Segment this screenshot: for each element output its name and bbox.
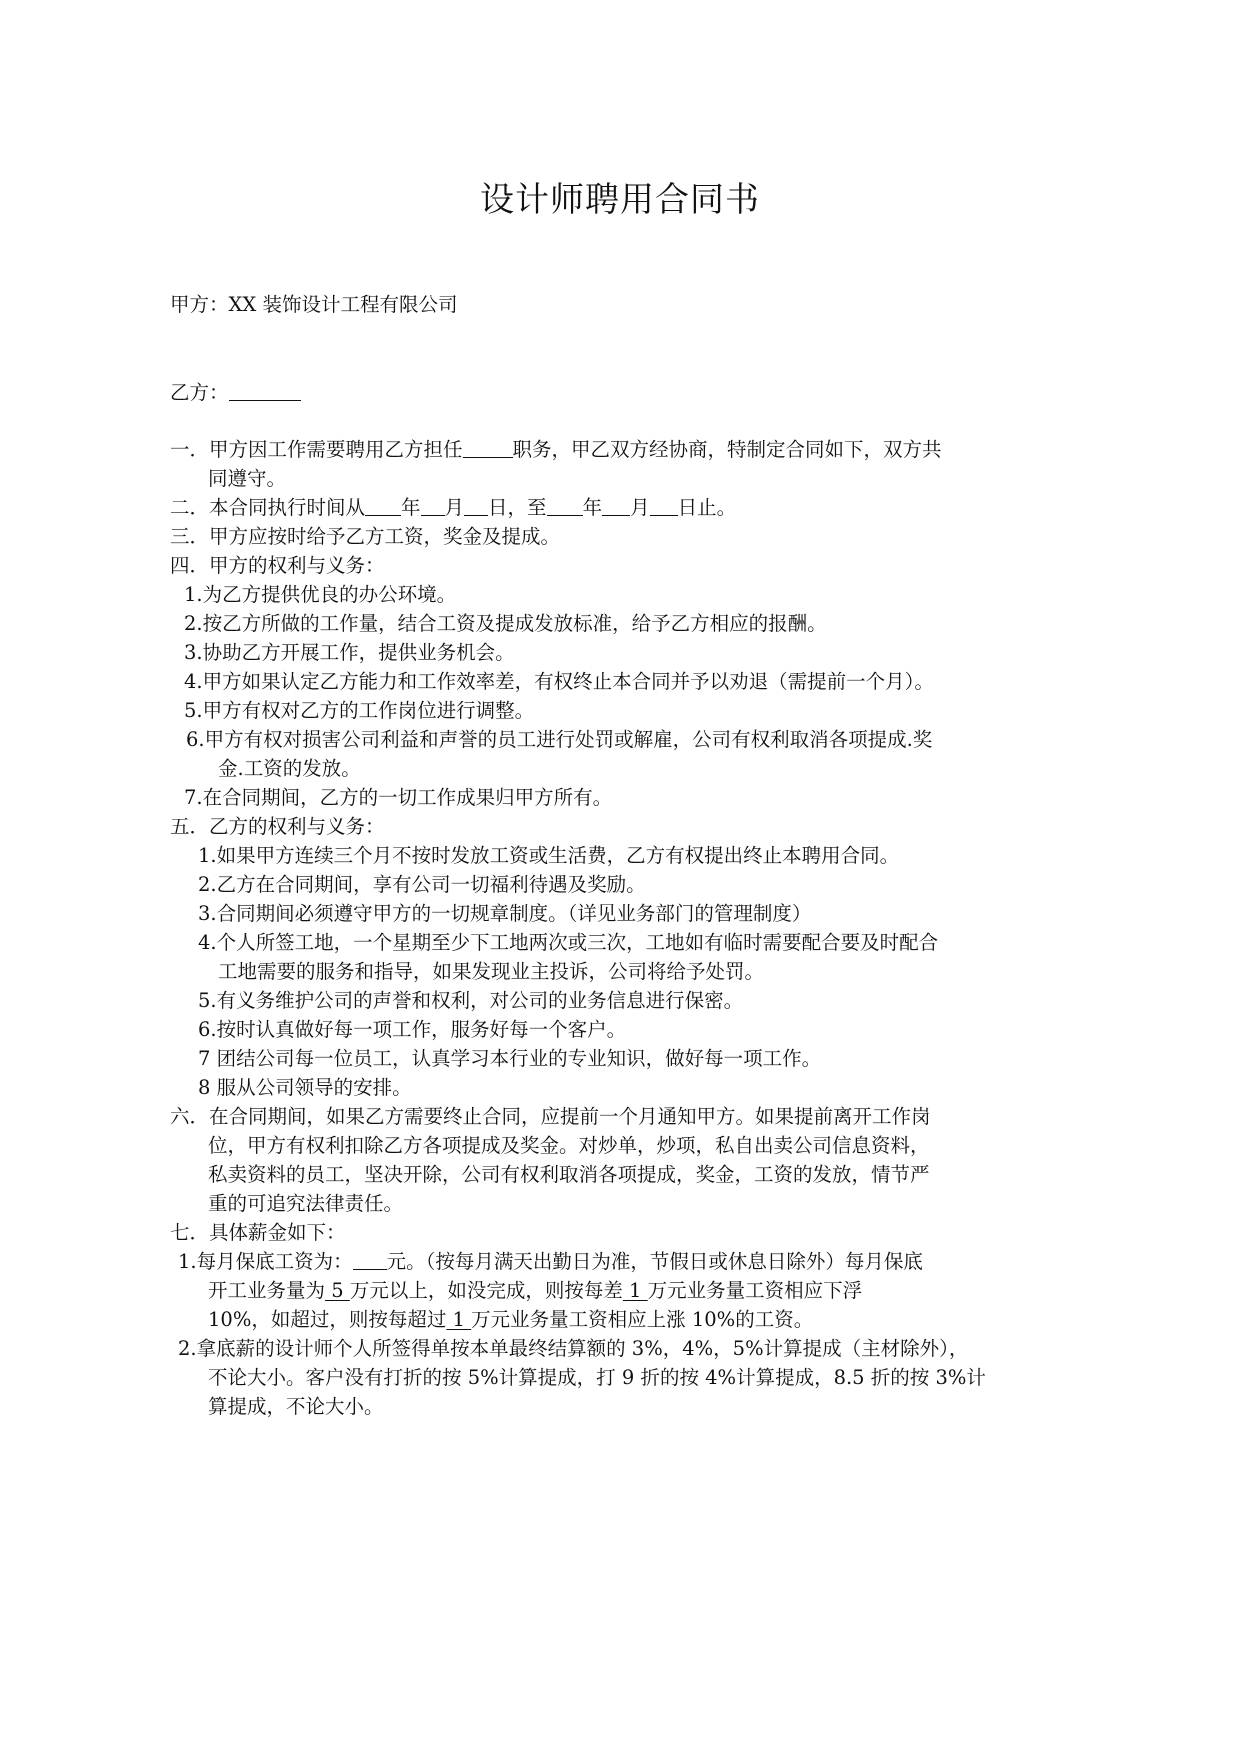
clause-5-item-8: 8 服从公司领导的安排。: [198, 1076, 412, 1099]
shortfall-step-value: 1: [622, 1279, 648, 1302]
clause-5-item-7: 7 团结公司每一位员工，认真学习本行业的专业知识，做好每一项工作。: [198, 1047, 822, 1070]
clause-7-item-2-line-3: 算提成，不论大小。: [208, 1395, 384, 1418]
start-day-blank: [464, 497, 488, 516]
document-title: 设计师聘用合同书: [480, 180, 760, 220]
clause-2-end-day-label: 日止。: [677, 496, 737, 519]
shortfall-text: 万元业务量工资相应下浮: [647, 1279, 863, 1302]
clause-2-day-to-label: 日，至: [488, 496, 547, 519]
base-salary-note: 元。（按每月满天出勤日为准，节假日或休息日除外）每月保底: [386, 1250, 923, 1273]
party-a-line: 甲方：XX 装饰设计工程有限公司: [170, 293, 458, 316]
clause-1-line-1: [170, 437, 942, 463]
party-b-label: 乙方：: [170, 381, 229, 404]
clause-4-heading: 四．甲方的权利与义务：: [170, 554, 385, 577]
clause-5-item-4-line-1: 4.个人所签工地，一个星期至少下工地两次或三次，工地如有临时需要配合要及时配合: [198, 931, 939, 954]
clause-3: 三．甲方应按时给予乙方工资，奖金及提成。: [170, 525, 561, 548]
clause-4-item-6-line-2: 金.工资的发放。: [218, 757, 361, 780]
base-salary-blank: [353, 1251, 387, 1270]
clause-2-end-year-label: 年: [582, 496, 603, 519]
excess-label: 10%，如超过，则按每超过: [208, 1308, 447, 1331]
clause-5-item-5: 5.有义务维护公司的声誉和权利，对公司的业务信息进行保密。: [198, 989, 744, 1012]
clause-5-item-4-line-2: 工地需要的服务和指导，如果发现业主投诉，公司将给予处罚。: [218, 960, 765, 983]
clause-1-text-a: 一．甲方因工作需要聘用乙方担任: [170, 438, 463, 461]
clause-2-end-month-label: 月: [630, 496, 650, 519]
clause-4-item-7: 7.在合同期间，乙方的一切工作成果归甲方所有。: [184, 786, 613, 809]
clause-4-item-3: 3.协助乙方开展工作，提供业务机会。: [184, 641, 515, 664]
clause-4-item-2: 2.按乙方所做的工作量，结合工资及提成发放标准，给予乙方相应的报酬。: [184, 612, 827, 635]
clause-5-item-6: 6.按时认真做好每一项工作，服务好每一个客户。: [198, 1018, 627, 1041]
position-blank: [463, 439, 513, 458]
clause-4-item-6-line-1: 6.甲方有权对损害公司利益和声誉的员工进行处罚或解雇，公司有权利取消各项提成.奖: [186, 728, 933, 751]
base-salary-label: 1.每月保底工资为：: [178, 1250, 353, 1273]
clause-5-item-1: 1.如果甲方连续三个月不按时发放工资或生活费，乙方有权提出终止本聘用合同。: [198, 844, 900, 867]
clause-1-line-2: 同遵守。: [208, 467, 287, 490]
clause-5-item-3: 3.合同期间必须遵守甲方的一切规章制度。（详见业务部门的管理制度）: [198, 902, 812, 925]
clause-7-item-1-line-3: [208, 1307, 813, 1333]
clause-6-line-3: 私卖资料的员工，坚决开除，公司有权利取消各项提成，奖金，工资的发放，情节严: [208, 1163, 930, 1186]
clause-7-item-1-line-2: [208, 1278, 862, 1304]
clause-7-heading: 七．具体薪金如下：: [170, 1221, 346, 1244]
clause-7-item-2-line-1: 2.拿底薪的设计师个人所签得单按本单最终结算额的 3%，4%，5%计算提成（主材除外），: [178, 1337, 969, 1360]
clause-5-heading: 五．乙方的权利与义务：: [170, 815, 385, 838]
clause-2-year-label: 年: [401, 496, 421, 519]
clause-2-text-a: 二．本合同执行时间从: [170, 496, 366, 519]
excess-text: 万元业务量工资相应上涨 10%的工资。: [471, 1308, 814, 1331]
clause-6-line-4: 重的可追究法律责任。: [208, 1192, 404, 1215]
excess-step-value: 1: [446, 1308, 472, 1331]
end-year-blank: [547, 497, 583, 516]
party-b-line: [170, 380, 301, 406]
clause-7-item-1-line-1: [178, 1249, 923, 1275]
clause-4-item-1: 1.为乙方提供优良的办公环境。: [184, 583, 457, 606]
quota-mid-text: 万元以上，如没完成，则按每差: [349, 1279, 623, 1302]
clause-7-item-2-line-2: 不论大小。客户没有打折的按 5%计算提成，打 9 折的按 4%计算提成，8.5 折的按 3%计: [208, 1366, 986, 1389]
clause-6-line-2: 位，甲方有权利扣除乙方各项提成及奖金。对炒单，炒项，私自出卖公司信息资料，: [208, 1134, 930, 1157]
start-year-blank: [365, 497, 401, 516]
party-b-blank: [229, 382, 301, 401]
clause-2-line: [170, 495, 736, 521]
clause-4-item-5: 5.甲方有权对乙方的工作岗位进行调整。: [184, 699, 535, 722]
clause-1-text-b: 职务，甲乙双方经协商，特制定合同如下，双方共: [512, 438, 942, 461]
end-day-blank: [650, 497, 678, 516]
quota-label: 开工业务量为: [208, 1279, 326, 1302]
clause-6-line-1: 六．在合同期间，如果乙方需要终止合同，应提前一个月通知甲方。如果提前离开工作岗: [170, 1105, 931, 1128]
quota-value: 5: [325, 1279, 350, 1302]
start-month-blank: [421, 497, 445, 516]
end-month-blank: [602, 497, 630, 516]
clause-4-item-4: 4.甲方如果认定乙方能力和工作效率差，有权终止本合同并予以劝退（需提前一个月）。: [184, 670, 934, 693]
clause-5-item-2: 2.乙方在合同期间，享有公司一切福利待遇及奖励。: [198, 873, 646, 896]
clause-2-month-label: 月: [444, 496, 465, 519]
